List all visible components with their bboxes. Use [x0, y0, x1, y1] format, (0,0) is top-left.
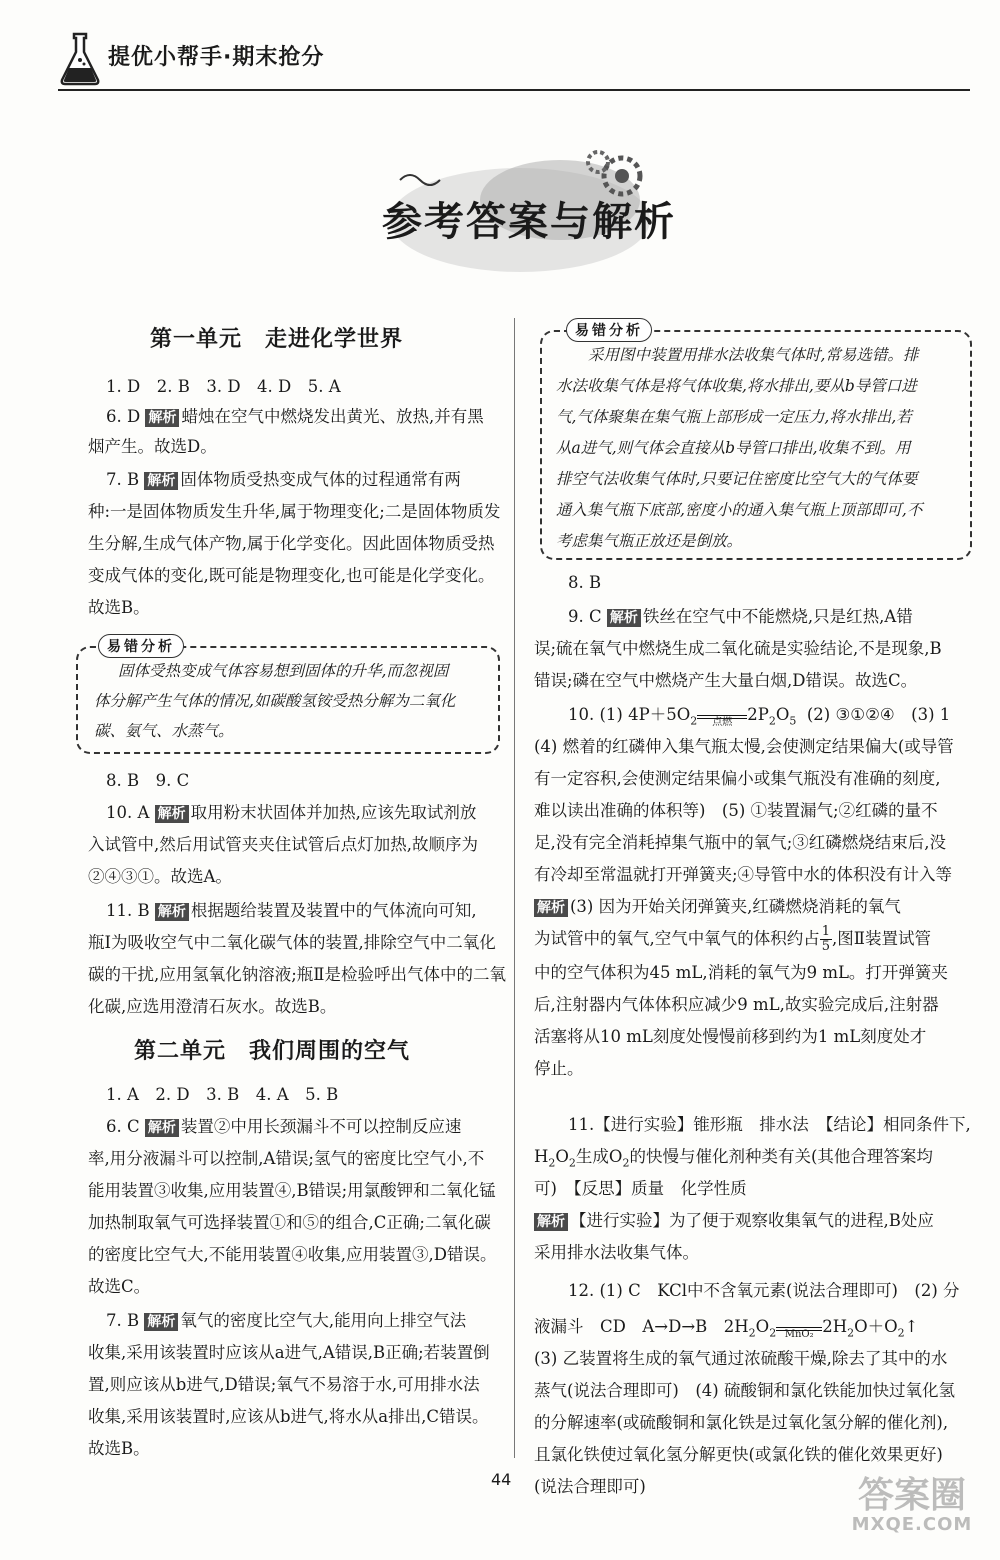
analysis-tag: 解析 — [607, 609, 641, 627]
q10-analysis — [534, 892, 901, 923]
watermark-top: 答案圈 — [857, 1475, 966, 1516]
eq-sub: 2 — [568, 1156, 576, 1170]
eq-text: H — [534, 1147, 549, 1166]
fraction — [820, 925, 832, 954]
unit2-heading: 第二单元 我们周围的空气 — [134, 1039, 411, 1064]
analysis-tag: 解析 — [144, 472, 178, 490]
u2-q7-line: 收集,采用该装置时,应该从b进气,将水从a排出,C错误。 — [88, 1407, 489, 1426]
page-title: 参考答案与解析 — [382, 199, 676, 245]
eq-sub: 2 — [622, 1156, 630, 1170]
fraction-numerator: 1 — [821, 924, 831, 939]
error-analysis-label: 易错分析 — [98, 634, 184, 658]
q9-line: 错误;磷在空气中燃烧产生大量白烟,D错误。故选C。 — [534, 671, 918, 690]
analysis-tag: 解析 — [155, 805, 189, 823]
u2-q7-line: 收集,采用该装置时应该从a进气,A错误,B正确;若装置倒 — [88, 1343, 490, 1362]
u1-q10-line: 入试管中,然后用试管夹夹住试管后点灯加热,故顺序为 — [88, 835, 478, 854]
eq-text: 2H — [822, 1317, 848, 1336]
q-text: 装置②中用长颈漏斗不可以控制反应速 — [180, 1117, 462, 1136]
q10-line: 有一定容积,会使测定结果偏小或集气瓶没有准确的刻度, — [534, 769, 941, 788]
column-divider — [514, 318, 515, 1458]
flask-icon — [58, 30, 102, 86]
header-title: 提优小帮手·期末抢分 — [108, 45, 325, 70]
analysis-tag: 解析 — [534, 899, 568, 917]
q10-line: 后,注射器内气体体积应减少9 mL,故实验完成后,注射器 — [534, 995, 939, 1014]
box-line: 体分解产生气体的情况,如碳酸氢铵受热分解为二氧化 — [94, 692, 456, 710]
q8-answer: 8. B — [568, 573, 602, 592]
analysis-tag: 解析 — [145, 409, 179, 427]
q10-line: 中的空气体积为45 mL,消耗的氧气为9 mL。打开弹簧夹 — [534, 963, 948, 982]
q-num: 7. B — [106, 470, 145, 489]
reaction-condition: 点燃 — [712, 717, 733, 728]
analysis-tag: 解析 — [534, 1213, 568, 1231]
eq-text: 生成O — [575, 1147, 623, 1166]
eq-text: 的快慢与催化剂种类有关(其他合理答案均 — [629, 1147, 933, 1166]
eq-sub: 2 — [690, 714, 698, 728]
u1-q11-line: 碳的干扰,应用氢氧化钠溶液;瓶Ⅱ是检验呼出气体中的二氧 — [88, 965, 507, 984]
q-text: 【进行实验】为了便于观察收集氧气的进程,B处应 — [570, 1211, 934, 1230]
u1-q7-line: 生分解,生成气体产物,属于化学变化。因此固体物质受热 — [88, 534, 495, 553]
q12-line: 蒸气(说法合理即可) (4) 硫酸铜和氯化铁能加快过氧化氢 — [534, 1381, 955, 1400]
eq-text: (2) ③①②④ (3) 1 — [806, 705, 951, 724]
q10-line: 活塞将从10 mL刻度处慢慢前移到约为1 mL刻度处才 — [534, 1027, 927, 1046]
q-num: 11. B — [106, 901, 155, 920]
eq-sub: 2 — [748, 1326, 756, 1340]
q12-line: 12. (1) C KCl中不含氧元素(说法合理即可) (2) 分 — [568, 1281, 960, 1300]
u1-q7-line: 变成气体的变化,既可能是物理变化,也可能是化学变化。 — [88, 566, 495, 585]
eq-text: 液漏斗 CD A→D→B 2H — [534, 1317, 749, 1336]
box-line: 气,气体聚集在集气瓶上部形成一定压力,将水排出,若 — [556, 408, 912, 426]
q10-line: 难以读出准确的体积等) (5) ①装置漏气;②红磷的量不 — [534, 801, 938, 820]
box-line: 考虑集气瓶正放还是倒放。 — [556, 532, 743, 550]
eq-text: 2P — [747, 705, 769, 724]
u1-q6 — [106, 402, 484, 433]
reaction-condition: MnO₂ — [784, 1329, 814, 1340]
q10-line — [534, 924, 931, 954]
eq-sub: 2 — [847, 1326, 855, 1340]
q9 — [568, 602, 913, 633]
fraction-denominator: 5 — [821, 939, 831, 954]
q11-line: 可) 【反思】质量 化学性质 — [534, 1179, 747, 1198]
q-num: 6. D — [106, 407, 146, 426]
q-text: 氧气的密度比空气大,能用向上排空气法 — [180, 1311, 467, 1330]
u2-q6-line: 加热制取氧气可选择装置①和⑤的组合,C正确;二氧化碳 — [88, 1213, 491, 1232]
error-analysis-label: 易错分析 — [566, 318, 652, 342]
eq-text: O＋O — [854, 1317, 898, 1336]
box-line: 从a进气,则气体会直接从b导管口排出,收集不到。用 — [556, 439, 911, 457]
eq-sub: 2 — [769, 1326, 777, 1340]
eq-sub: 2 — [768, 714, 776, 728]
q10-line1 — [568, 700, 950, 736]
q10-line: (4) 燃着的红磷伸入集气瓶太慢,会使测定结果偏大(或导管 — [534, 737, 954, 756]
q10-line: 停止。 — [534, 1059, 584, 1078]
header-divider — [58, 89, 970, 91]
eq-text: 10. (1) 4P＋5O — [568, 705, 691, 724]
q-num: 6. C — [106, 1117, 145, 1136]
q-text: ,图Ⅱ装置试管 — [832, 929, 931, 948]
eq-text: O — [775, 705, 790, 724]
q-text: 铁丝在空气中不能燃烧,只是红热,A错 — [642, 607, 913, 626]
q-text: 取用粉末状固体并加热,应该先取试剂放 — [190, 803, 477, 822]
u1-q10-line: ②④③①。故选A。 — [88, 867, 232, 886]
watermark-logo — [842, 1475, 982, 1550]
q-text: 根据题给装置及装置中的气体流向可知, — [190, 901, 477, 920]
box-line: 通入集气瓶下底部,密度小的通入集气瓶上顶部即可,不 — [556, 501, 923, 519]
q-text: (3) 因为开始关闭弹簧夹,红磷燃烧消耗的氧气 — [570, 897, 901, 916]
u2-q7-line: 故选B。 — [88, 1439, 150, 1458]
eq-text: O — [555, 1147, 569, 1166]
q11-analysis — [534, 1206, 934, 1237]
u2-q6-line: 率,用分液漏斗可以控制,A错误;氢气的密度比空气小,不 — [88, 1149, 485, 1168]
q12-line: 的分解速率(或硫酸铜和氯化铁是过氧化氢分解的催化剂), — [534, 1413, 949, 1432]
box-line: 排空气法收集气体时,只要记住密度比空气大的气体要 — [556, 470, 918, 488]
analysis-tag: 解析 — [155, 903, 189, 921]
box-line: 水法收集气体是将气体收集,将水排出,要从b导管口进 — [556, 377, 917, 395]
u1-answers-8-9: 8. B 9. C — [106, 771, 190, 790]
q12-line: (3) 乙装置将生成的氧气通过浓硫酸干燥,除去了其中的水 — [534, 1349, 948, 1368]
box-line: 碳、氨气、水蒸气。 — [94, 722, 234, 740]
u2-q7-line: 置,则应该从b进气,D错误;氧气不易溶于水,可用排水法 — [88, 1375, 480, 1394]
q10-line: 有冷却至常温就打开弹簧夹;④导管中水的体积没有计入等 — [534, 865, 953, 884]
eq-sub: 2 — [548, 1156, 556, 1170]
q-text: 固体物质受热变成气体的过程通常有两 — [180, 470, 461, 489]
u2-q6-line: 故选C。 — [88, 1277, 151, 1296]
q10-line: 足,没有完全消耗掉集气瓶中的氧气;③红磷燃烧结束后,没 — [534, 833, 947, 852]
u2-answers-1-5: 1. A 2. D 3. B 4. A 5. B — [106, 1085, 339, 1104]
q-num: 10. A — [106, 803, 155, 822]
eq-text: ↑ — [904, 1317, 919, 1336]
u1-q7-line: 种:一是固体物质发生升华,属于物理变化;二是固体物质发 — [88, 502, 501, 521]
u1-q7-line: 故选B。 — [88, 598, 150, 617]
u1-q10 — [106, 798, 476, 829]
q12-line: 液漏斗 CD A→D→B $2H_2O_2$ MnO₂ $2H_2O+O_2↑$ — [534, 1312, 918, 1348]
box-line: 采用图中装置用排水法收集气体时,常易选错。排 — [588, 346, 919, 364]
eq-sub: 2 — [897, 1326, 905, 1340]
q-text: 蜡烛在空气中燃烧发出黄光、放热,并有黑 — [181, 407, 484, 426]
q-num: 9. C — [568, 607, 607, 626]
u1-q11 — [106, 896, 477, 927]
box-line: 固体受热变成气体容易想到固体的升华,而忽视固 — [118, 662, 449, 680]
u1-answers-1-5: 1. D 2. B 3. D 4. D 5. A — [106, 377, 341, 396]
q11-line — [534, 1142, 933, 1178]
u2-q6-line: 的密度比空气大,不能用装置④收集,应用装置③,D错误。 — [88, 1245, 497, 1264]
u1-q6-line: 烟产生。故选D。 — [88, 437, 217, 456]
q12-line: (说法合理即可) — [534, 1477, 646, 1496]
eq-sub: 5 — [789, 714, 797, 728]
q-num: 7. B — [106, 1311, 145, 1330]
u2-q6 — [106, 1112, 461, 1143]
q-text: 为试管中的氧气,空气中氧气的体积约占 — [534, 929, 820, 948]
unit1-heading: 第一单元 走进化学世界 — [150, 327, 404, 352]
page-number: 44 — [491, 1470, 512, 1489]
u2-q7 — [106, 1306, 466, 1337]
q12-line: 且氯化铁使过氧化氢分解更快(或氯化铁的催化效果更好) — [534, 1445, 943, 1464]
u1-q11-line: 化碳,应选用澄清石灰水。故选B。 — [88, 997, 337, 1016]
q11-line: 11.【进行实验】锥形瓶 排水法 【结论】相同条件下, — [568, 1115, 971, 1134]
q11-line: 采用排水法收集气体。 — [534, 1243, 699, 1262]
analysis-tag: 解析 — [144, 1313, 178, 1331]
u2-q6-line: 能用装置③收集,应用装置④,B错误;用氯酸钾和二氧化锰 — [88, 1181, 496, 1200]
u1-q11-line: 瓶Ⅰ为吸收空气中二氧化碳气体的装置,排除空气中二氧化 — [88, 933, 496, 952]
analysis-tag: 解析 — [145, 1119, 179, 1137]
watermark-bottom: MXQE.COM — [851, 1514, 973, 1535]
u1-q7 — [106, 465, 461, 496]
q9-line: 误;硫在氧气中燃烧生成二氧化硫是实验结论,不是现象,B — [534, 639, 942, 658]
